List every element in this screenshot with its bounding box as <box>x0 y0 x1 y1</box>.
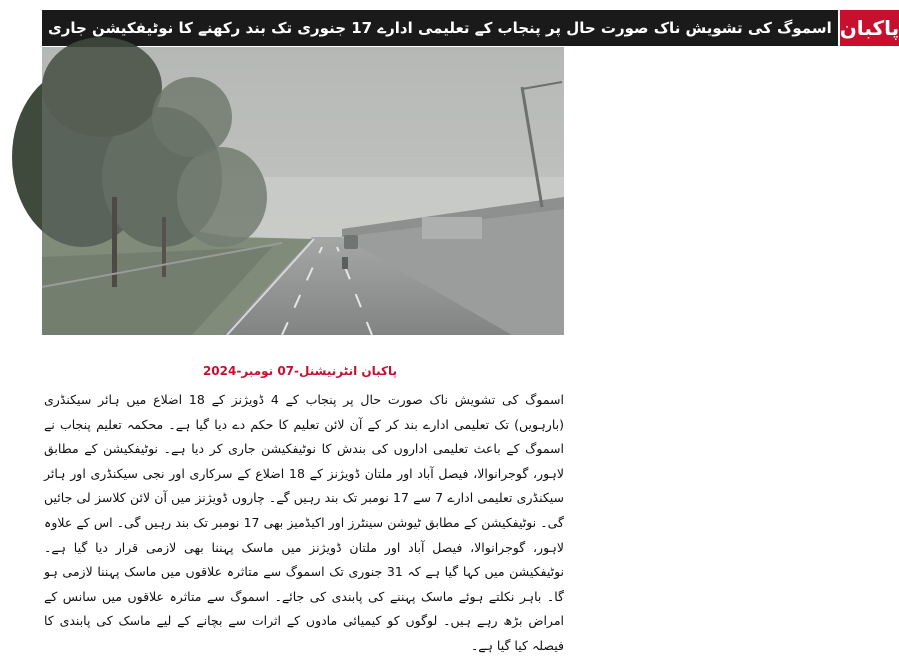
dateline: پاکبان انٹرنیشنل-07 نومبر-2024 <box>202 364 398 378</box>
brand-logo: پاکبان <box>838 10 899 46</box>
smog-overlay <box>42 47 564 335</box>
news-photo <box>42 47 564 335</box>
article-body: اسموگ کی تشویش ناک صورت حال پر پنجاب کے 4 ڈویژنز کے 18 اضلاع میں ہائر سیکنڈری (بارہویں) تک تعلیمی ادارے بند کر کے آن لائن تعلیم کا حکم دے دیا گیا ہے۔ محکمہ تعلیم پنجاب نے اسموگ کے باعث تعلیمی اداروں کی بندش کا نوٹیفکیشن جاری کر دیا ہے۔ نوٹیفکیشن کے مطابق لاہور، گوجرانوالا، فیصل آباد اور ملتان ڈویژنز کے 18 اضلاع کے سرکاری اور نجی سیکنڈری اور ہائر سیکنڈری تعلیمی ادارے 7 سے 17 نومبر تک بند رہیں گے۔ چاروں ڈویژنز میں آن لائن کلاسز لی جائیں گی۔ نوٹیفکیشن کے مطابق ٹیوشن سینٹرز اور اکیڈمیز بھی 17 نومبر تک بند رہیں گی۔ اس کے علاوہ لاہور، گوجرانوالا، فیصل آباد اور ملتان ڈویژنز میں ماسک پہننا بھی لازمی قرار دیا گیا ہے۔ نوٹیفکیشن میں کہا گیا ہے کہ 31 جنوری تک اسموگ سے متاثرہ علاقوں میں ماسک پہننا لازمی ہو گا۔ باہر نکلتے ہوئے ماسک پہننے کی پابندی کی جائے۔ اسموگ سے متاثرہ علاقوں میں سانس کے امراض بڑھ رہے ہیں۔ لوگوں کو کیمیائی مادوں کے اثرات سے بچانے کے لیے ماسک کی پابندی کا فیصلہ کیا گیا ہے۔ <box>44 392 565 653</box>
headline: اسموگ کی تشویش ناک صورت حال پر پنجاب کے تعلیمی ادارے 17 جنوری تک بند رکھنے کا نوٹیفکیشن جاری <box>42 10 838 46</box>
smog-road-illustration <box>42 47 564 335</box>
